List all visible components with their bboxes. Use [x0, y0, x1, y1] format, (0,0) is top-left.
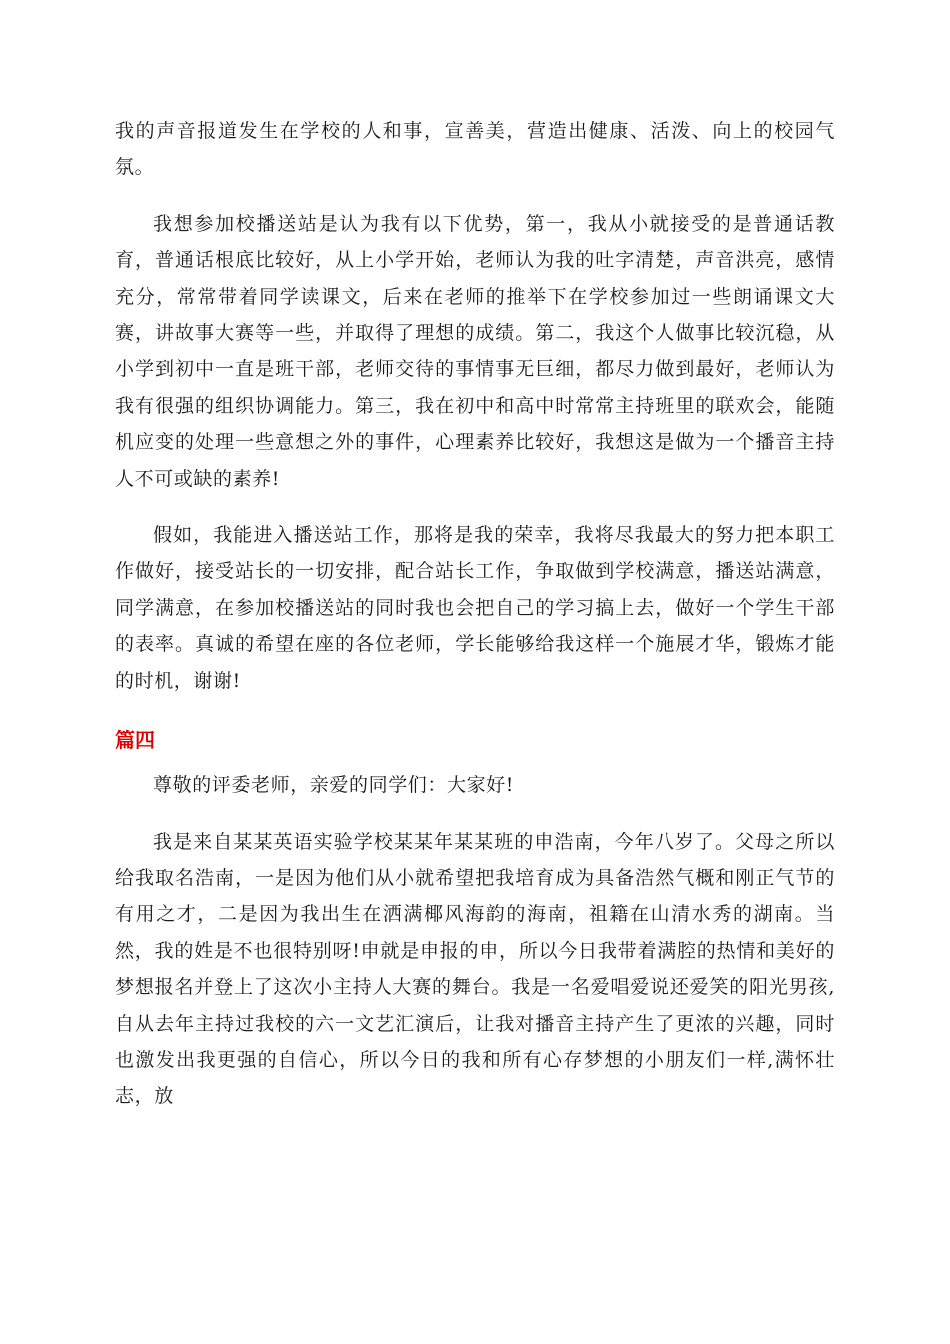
paragraph-commitment: 假如，我能进入播送站工作，那将是我的荣幸，我将尽我最大的努力把本职工作做好，接受站长的一切安排，配合站长工作，争取做到学校满意，播送站满意，同学满意，在参加校播送站的同时我也会把自己的学习搞上去，做好一个学生干部的表率。真诚的希望在座的各位老师，学长能够给我这样一个施展才华，锻炼才能的时机，谢谢!: [115, 524, 835, 692]
paragraph-self-introduction: 我是来自某某英语实验学校某某年某某班的申浩南，今年八岁了。父母之所以给我取名浩南，一是因为他们从小就希望把我培育成为具备浩然气概和刚正气节的有用之才，二是因为我出生在洒满椰风海韵的海南，祖籍在山清水秀的湖南。当然，我的姓是不也很特别呀!申就是申报的申，所以今日我带着满腔的热情和美好的梦想报名并登上了这次小主持人大赛的舞台。我是一名爱唱爱说还爱笑的阳光男孩,自从去年主持过我校的六一文艺汇演后，让我对播音主持产生了更浓的兴趣，同时也激发出我更强的自信心，所以今日的我和所有心存梦想的小朋友们一样,满怀壮志，放: [115, 830, 835, 1108]
greeting-line: 尊敬的评委老师，亲爱的同学们：大家好!: [153, 774, 515, 797]
section-heading: 篇四: [115, 728, 155, 753]
paragraph-advantages: 我想参加校播送站是认为我有以下优势，第一，我从小就接受的是普通话教育，普通话根底比较好，从上小学开始，老师认为我的吐字清楚，声音洪亮，感情充分，常常带着同学读课文，后来在老师的推举下在学校参加过一些朗诵课文大赛，讲故事大赛等一些，并取得了理想的成绩。第二，我这个人做事比较沉稳，从小学到初中一直是班干部，老师交待的事情事无巨细，都尽力做到最好，老师认为我有很强的组织协调能力。第三，我在初中和高中时常常主持班里的联欢会，能随机应变的处理一些意想之外的事件，心理素养比较好，我想这是做为一个播音主持人不可或缺的素养!: [115, 212, 835, 490]
paragraph-school-atmosphere: 我的声音报道发生在学校的人和事，宣善美，营造出健康、活泼、向上的校园气氛。: [115, 120, 835, 179]
document-page: [115, 113, 835, 1115]
